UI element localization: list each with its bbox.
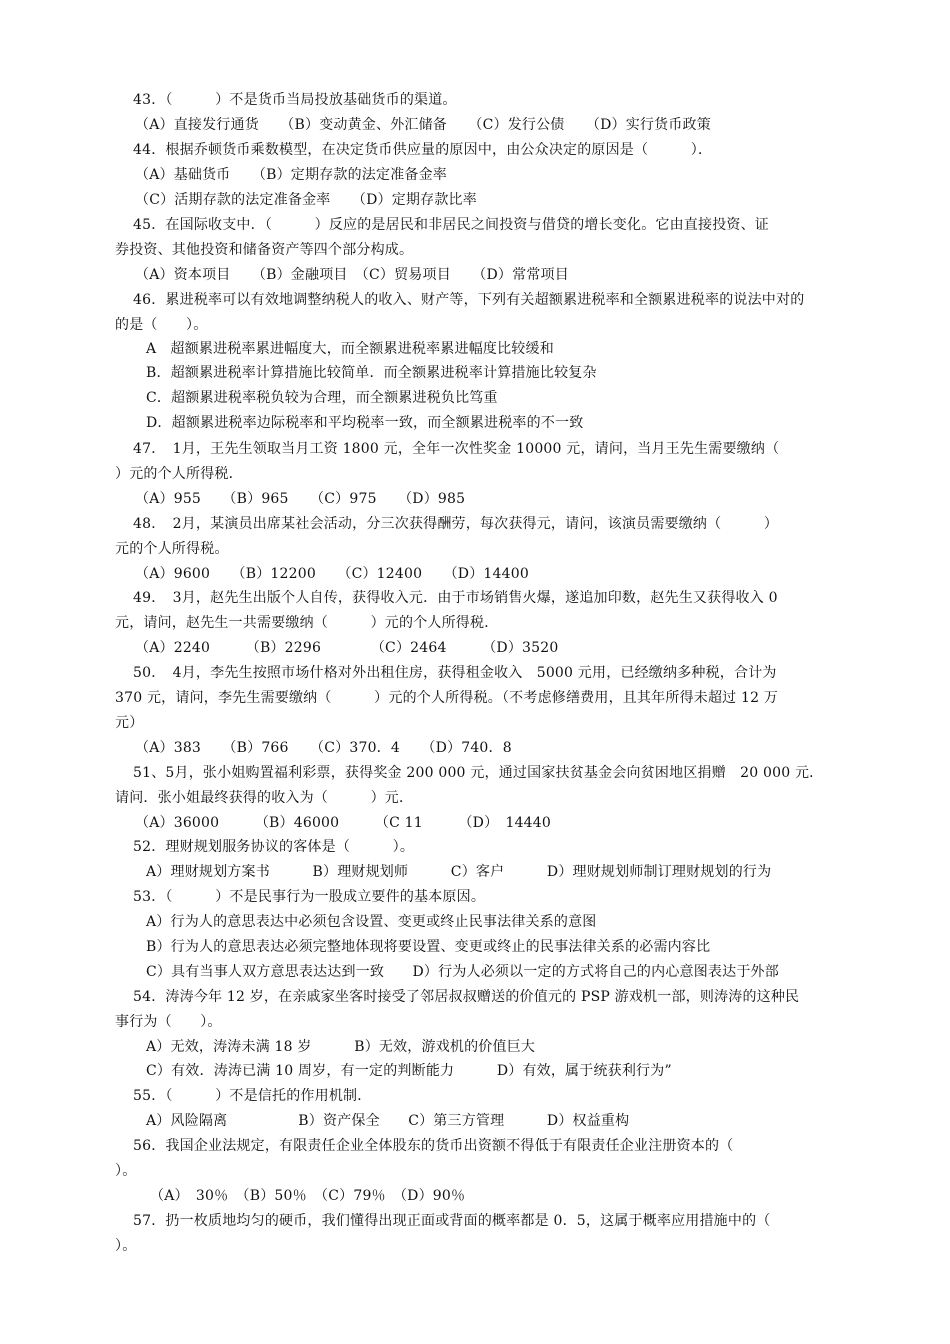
q44-options-row2: （C）活期存款的法定准备金率 （D）定期存款比率	[135, 192, 477, 208]
q53-stem: 53．（ ）不是民事行为一股成立要件的基本原因。	[133, 889, 486, 905]
q48-stem-cont: 元的个人所得税。	[115, 541, 229, 557]
q43-stem: 43．（ ）不是货币当局投放基础货币的渠道。	[133, 92, 457, 108]
q50-options: （A）383 （B）766 （C）370．4 （D）740．8	[135, 740, 512, 756]
q47-options: （A）955 （B）965 （C）975 （D）985	[135, 491, 466, 507]
q48-options: （A）9600 （B）12200 （C）12400 （D）14400	[135, 566, 529, 582]
q51-stem: 51、5月，张小姐购置福利彩票，获得奖金 200 000 元，通过国家扶贫基金会向贫困地区捐赠 20 000 元．	[133, 765, 824, 781]
q43-options: （A）直接发行通货 （B）变动黄金、外汇储备 （C）发行公债 （D）实行货币政策	[135, 117, 711, 133]
q56-options: （A） 30％ （B）50％ （C）79％ （D）90％	[150, 1188, 466, 1204]
q44-options-row1: （A）基础货币 （B）定期存款的法定准备金率	[135, 167, 447, 183]
q50-stem-cont: 370 元，请问，李先生需要缴纳（ ）元的个人所得税。（不考虑修缮费用，且其年所得未超过 12 万	[115, 690, 779, 706]
q56-stem: 56．我国企业法规定，有限责任企业全体股东的货币出资额不得低于有限责任企业注册资本的（	[133, 1138, 734, 1154]
q53-option-b: B）行为人的意思表达必须完整地体现将要设置、变更或终止的民事法律关系的必需内容比	[146, 939, 711, 955]
q53-option-cd: C）具有当事人双方意思表达达到一致 D）行为人必须以一定的方式将自己的内心意图表达于外部	[146, 964, 779, 980]
q46-stem: 46．累进税率可以有效地调整纳税人的收入、财产等，下列有关超额累进税率和全额累进税率的说法中对的	[133, 292, 805, 308]
q54-options-cd: C）有效．涛涛已满 10 周岁，有一定的判断能力 D）有效，属于统获利行为”	[146, 1063, 672, 1079]
q45-stem-cont: 券投资、其他投资和储备资产等四个部分构成。	[115, 242, 414, 258]
q51-stem-cont: 请问．张小姐最终获得的收入为（ ）元．	[115, 790, 414, 806]
q49-stem: 49． 3月，赵先生出版个人自传，获得收入元．由于市场销售火爆，遂追加印数，赵先生又获得收入 0	[133, 590, 778, 606]
q52-stem: 52．理财规划服务协议的客体是（ ）。	[133, 839, 415, 855]
q53-option-a: A）行为人的意思表达中必须包含设置、变更或终止民事法律关系的意图	[146, 914, 597, 930]
q45-options: （A）资本项目 （B）金融项目 （C）贸易项目 （D）常常项目	[135, 267, 569, 283]
q47-stem: 47． 1月，王先生领取当月工资 1800 元，全年一次性奖金 10000 元，请问，当月王先生需要缴纳（	[133, 441, 780, 457]
q57-stem: 57．扔一枚质地均匀的硬币，我们懂得出现正面或背面的概率都是 0．5，这属于概率应用措施中的（	[133, 1213, 771, 1229]
q57-stem-cont: ）。	[115, 1238, 137, 1254]
q46-option-c: C．超额累进税率税负较为合理，而全额累进税负比笃重	[146, 390, 498, 406]
q54-options-ab: A）无效，涛涛未满 18 岁 B）无效，游戏机的价值巨大	[146, 1039, 536, 1055]
q48-stem: 48． 2月，某演员出席某社会活动，分三次获得酬劳，每次获得元，请问，该演员需要缴纳（ ）	[133, 516, 779, 532]
q55-stem: 55．（ ）不是信托的作用机制．	[133, 1088, 372, 1104]
q46-option-a: A 超额累进税率累进幅度大，而全额累进税率累进幅度比较缓和	[146, 341, 554, 357]
q52-options: A）理财规划方案书 B）理财规划师 C）客户 D）理财规划师制订理财规划的行为	[146, 864, 772, 880]
q47-stem-cont: ）元的个人所得税．	[115, 466, 243, 482]
q56-stem-cont: ）。	[115, 1163, 137, 1179]
q44-stem: 44．根据乔顿货币乘数模型，在决定货币供应量的原因中，由公众决定的原因是（ ）．	[133, 142, 713, 158]
q46-stem-cont: 的是（ ）。	[115, 317, 208, 333]
q54-stem-cont: 事行为（ ）。	[115, 1014, 222, 1030]
q54-stem: 54．涛涛今年 12 岁，在亲戚家坐客时接受了邻居叔叔赠送的价值元的 PSP 游戏机一部，则涛涛的这种民	[133, 989, 800, 1005]
q45-stem: 45．在国际收支中．（ ）反应的是居民和非居民之间投资与借贷的增长变化。它由直接投资、证	[133, 217, 770, 233]
q50-stem-cont2: 元）	[115, 715, 144, 731]
q51-options: （A）36000 （B）46000 （C 11 （D） 14440	[135, 815, 552, 831]
q49-stem-cont: 元，请问，赵先生一共需要缴纳（ ）元的个人所得税．	[115, 615, 499, 631]
q50-stem: 50． 4月，李先生按照市场什格对外出租住房，获得租金收入 5000 元用，已经缴纳多种税，合计为	[133, 665, 777, 681]
q46-option-b: B．超额累进税率计算措施比较简单．而全额累进税率计算措施比较复杂	[146, 365, 597, 381]
q46-option-d: D．超额累进税率边际税率和平均税率一致，而全额累进税率的不一致	[146, 415, 584, 431]
q49-options: （A）2240 （B）2296 （C）2464 （D）3520	[135, 640, 559, 656]
q55-options: A）风险隔离 B）资产保全 C）第三方管理 D）权益重构	[146, 1113, 630, 1129]
